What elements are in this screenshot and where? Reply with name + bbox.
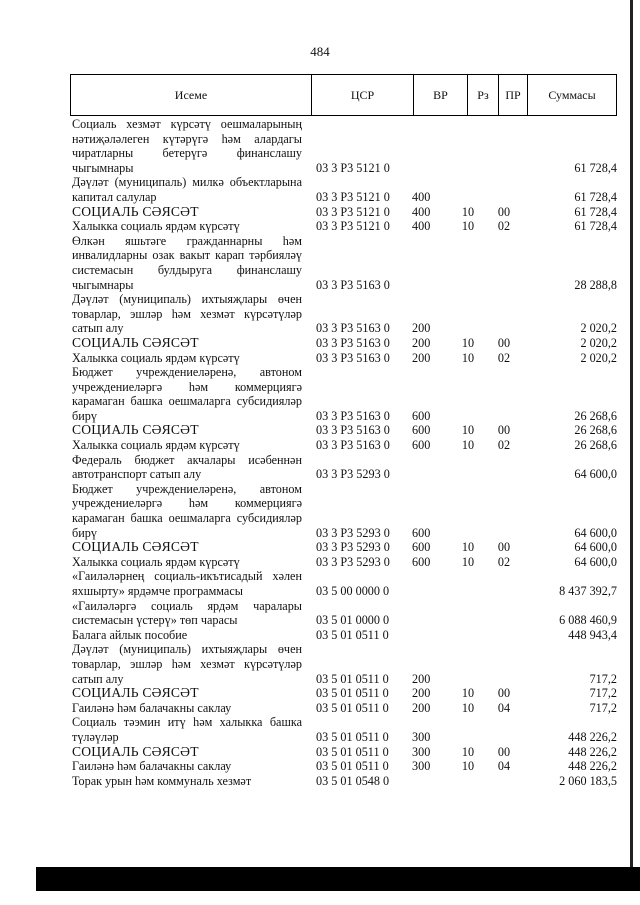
- header-vr: ВР: [414, 75, 468, 115]
- cell-sum: 64 600,0: [574, 554, 617, 569]
- cell-vr: 300: [412, 759, 431, 774]
- cell-sum: 64 600,0: [574, 540, 617, 555]
- cell-name: Гаиләнә һәм балачакны саклау: [72, 700, 232, 715]
- cell-sum: 61 728,4: [574, 219, 617, 234]
- table-row: [72, 351, 617, 366]
- cell-pr: 02: [497, 554, 511, 569]
- cell-csr: 03 5 01 0511 0: [316, 729, 389, 744]
- cell-sum: 2 020,2: [580, 350, 617, 365]
- cell-vr: 200: [412, 321, 431, 336]
- cell-vr: 200: [412, 686, 431, 701]
- cell-rz: 10: [461, 204, 475, 219]
- cell-sum: 64 600,0: [574, 467, 617, 482]
- cell-rz: 10: [461, 350, 475, 365]
- header-rz: Рз: [468, 75, 499, 115]
- cell-rz: 10: [461, 219, 475, 234]
- cell-sum: 61 728,4: [574, 189, 617, 204]
- cell-name: Өлкән яшьтәге гражданнарны һәм инвалидларны озак вакыт карап тәрбияләү системасын булдыруга финанслашу чыгымнары: [72, 233, 302, 292]
- header-sum: Суммасы: [548, 88, 596, 102]
- table-row: [72, 642, 617, 686]
- cell-csr: 03 5 01 0511 0: [316, 686, 389, 701]
- cell-csr: 03 3 Р3 5293 0: [316, 540, 390, 555]
- cell-name: Халыкка социаль ярдәм күрсәтү: [72, 219, 240, 234]
- cell-sum: 717,2: [589, 686, 617, 701]
- table-row: [72, 759, 617, 774]
- cell-csr: 03 3 Р3 5293 0: [316, 554, 390, 569]
- table-row: [72, 774, 617, 789]
- cell-csr: 03 5 01 0511 0: [316, 627, 389, 642]
- table-row: [72, 292, 617, 336]
- budget-table-body: [72, 117, 617, 788]
- cell-name: Бюджет учреждениеләренә, автоном учреждениеләргә һәм коммерциягә карамаган башка оешмаларга субсидияләр бирү: [72, 481, 302, 540]
- cell-vr: 300: [412, 729, 431, 744]
- cell-pr: 02: [497, 219, 511, 234]
- cell-name: СОЦИАЛЬ СӘЯСӘТ: [72, 203, 199, 219]
- cell-rz: 10: [461, 540, 475, 555]
- cell-name: Дәүләт (муниципаль) милкә объектларына капитал салулар: [72, 175, 302, 204]
- cell-sum: 26 268,6: [574, 423, 617, 438]
- scan-edge-rule: [630, 0, 633, 868]
- cell-csr: 03 3 Р3 5121 0: [316, 189, 390, 204]
- cell-rz: 10: [461, 700, 475, 715]
- cell-vr: 200: [412, 335, 431, 350]
- cell-vr: 200: [412, 700, 431, 715]
- cell-rz: 10: [461, 335, 475, 350]
- cell-rz: 10: [461, 423, 475, 438]
- header-name: Исеме: [71, 75, 312, 115]
- cell-name: «Гаиләләргә социаль ярдәм чаралары системасын үстерү» төп чарасы: [72, 598, 302, 628]
- cell-pr: 02: [497, 350, 511, 365]
- cell-vr: 400: [412, 204, 431, 219]
- cell-sum: 28 288,8: [574, 277, 617, 292]
- cell-csr: 03 3 Р3 5293 0: [316, 525, 390, 540]
- cell-pr: 00: [497, 204, 511, 219]
- cell-sum: 8 437 392,7: [559, 584, 617, 598]
- cell-sum: 2 060 183,5: [559, 773, 617, 788]
- cell-sum: 448 226,2: [568, 729, 617, 744]
- cell-sum: 717,2: [589, 671, 617, 686]
- cell-rz: 10: [461, 686, 475, 701]
- cell-sum: 448 226,2: [568, 744, 617, 759]
- table-row: [72, 555, 617, 570]
- table-row: [72, 482, 617, 540]
- table-row: [72, 715, 617, 744]
- table-header: [70, 74, 617, 116]
- page-number: 484: [310, 44, 330, 59]
- cell-name: Дәүләт (муниципаль) ихтыяҗлары өчен товарлар, эшләр һәм хезмәт күрсәтүләр сатып алу: [72, 642, 302, 686]
- table-row: [72, 175, 617, 204]
- cell-csr: 03 3 Р3 5163 0: [316, 335, 390, 350]
- cell-sum: 2 020,2: [580, 335, 617, 350]
- cell-sum: 26 268,6: [574, 438, 617, 453]
- cell-csr: 03 3 Р3 5163 0: [316, 321, 390, 336]
- cell-sum: 448 943,4: [568, 627, 617, 642]
- cell-csr: 03 3 Р3 5121 0: [316, 204, 390, 219]
- cell-pr: 04: [497, 759, 511, 774]
- table-row: [72, 219, 617, 234]
- cell-sum: 61 728,4: [574, 204, 617, 219]
- cell-name: СОЦИАЛЬ СӘЯСӘТ: [72, 422, 199, 438]
- cell-name: Балага айлык пособие: [72, 627, 188, 642]
- cell-pr: 00: [497, 686, 511, 701]
- cell-csr: 03 5 01 0548 0: [316, 773, 390, 788]
- cell-csr: 03 3 Р3 5163 0: [316, 423, 390, 438]
- cell-name: «Гаиләләрнең социаль-икътисадый хәлен яхшырту» ярдәмче программасы: [72, 569, 302, 598]
- cell-pr: 02: [497, 438, 511, 453]
- cell-name: Халыкка социаль ярдәм күрсәтү: [72, 554, 240, 569]
- table-row: [72, 423, 617, 438]
- table-row: [72, 336, 617, 351]
- table-row: [72, 745, 617, 760]
- cell-pr: 04: [497, 700, 511, 715]
- cell-vr: 600: [412, 438, 431, 453]
- cell-csr: 03 3 Р3 5163 0: [316, 277, 390, 292]
- table-row: [72, 569, 617, 598]
- cell-vr: 600: [412, 408, 431, 423]
- cell-vr: 600: [412, 540, 431, 555]
- table-row: [72, 686, 617, 701]
- cell-name: Халыкка социаль ярдәм күрсәтү: [72, 438, 240, 453]
- cell-name: Бюджет учреждениеләренә, автоном учреждениеләргә һәм коммерциягә карамаган башка оешмаларга субсидияләр бирү: [72, 365, 302, 423]
- cell-rz: 10: [461, 438, 475, 453]
- cell-name: Социаль хезмәт күрсәтү оешмаларының нәтиҗәләлеген күтәрүгә һәм алардагы чиратларны бетерүгә финанслашу чыгымнары: [72, 117, 302, 175]
- cell-sum: 717,2: [589, 700, 617, 715]
- cell-csr: 03 5 01 0000 0: [316, 613, 390, 628]
- cell-sum: 448 226,2: [568, 759, 617, 774]
- cell-vr: 400: [412, 189, 431, 204]
- cell-name: Дәүләт (муниципаль) ихтыяҗлары өчен товарлар, эшләр һәм хезмәт күрсәтүләр сатып алу: [72, 292, 302, 336]
- table-row: [72, 701, 617, 716]
- cell-csr: 03 5 01 0511 0: [316, 671, 389, 686]
- cell-csr: 03 5 00 0000 0: [316, 584, 390, 598]
- header-csr: ЦСР: [312, 75, 414, 115]
- table-row: [72, 599, 617, 628]
- cell-rz: 10: [461, 744, 475, 759]
- table-row: [72, 628, 617, 643]
- cell-name: Гаиләнә һәм балачакны саклау: [72, 759, 232, 774]
- cell-vr: 400: [412, 219, 431, 234]
- cell-name: Торак урын һәм коммуналь хезмәт: [72, 773, 252, 788]
- table-row: [72, 453, 617, 482]
- cell-sum: 26 268,6: [574, 408, 617, 423]
- cell-name: СОЦИАЛЬ СӘЯСӘТ: [72, 743, 199, 759]
- cell-csr: 03 3 Р3 5163 0: [316, 408, 390, 423]
- cell-pr: 00: [497, 744, 511, 759]
- table-row: [72, 205, 617, 220]
- cell-name: Халыкка социаль ярдәм күрсәтү: [72, 350, 240, 365]
- cell-name: СОЦИАЛЬ СӘЯСӘТ: [72, 539, 199, 555]
- cell-vr: 600: [412, 423, 431, 438]
- cell-pr: 00: [497, 335, 511, 350]
- cell-sum: 61 728,4: [574, 160, 617, 175]
- scan-bottom-bar: [36, 867, 640, 891]
- cell-csr: 03 5 01 0511 0: [316, 700, 389, 715]
- cell-csr: 03 3 Р3 5121 0: [316, 160, 390, 175]
- cell-vr: 300: [412, 744, 431, 759]
- cell-name: СОЦИАЛЬ СӘЯСӘТ: [72, 685, 199, 701]
- cell-vr: 600: [412, 525, 431, 540]
- cell-vr: 600: [412, 554, 431, 569]
- table-row: [72, 117, 617, 175]
- cell-name: Федераль бюджет акчалары исәбеннән автотранспорт сатып алу: [72, 452, 302, 482]
- cell-sum: 2 020,2: [580, 321, 617, 336]
- cell-rz: 10: [461, 759, 475, 774]
- cell-csr: 03 3 Р3 5163 0: [316, 350, 390, 365]
- table-row: [72, 234, 617, 292]
- cell-csr: 03 3 Р3 5163 0: [316, 438, 390, 453]
- cell-name: Социаль тәэмин итү һәм халыкка башка түләүләр: [72, 715, 302, 744]
- cell-pr: 00: [497, 540, 511, 555]
- table-row: [72, 540, 617, 555]
- cell-rz: 10: [461, 554, 475, 569]
- table-row: [72, 438, 617, 453]
- cell-vr: 200: [412, 671, 431, 686]
- cell-csr: 03 3 Р3 5293 0: [316, 467, 390, 482]
- cell-sum: 6 088 460,9: [559, 613, 617, 628]
- cell-name: СОЦИАЛЬ СӘЯСӘТ: [72, 334, 199, 350]
- header-pr: ПР: [499, 75, 528, 115]
- cell-pr: 00: [497, 423, 511, 438]
- cell-vr: 200: [412, 350, 431, 365]
- cell-sum: 64 600,0: [574, 525, 617, 540]
- cell-csr: 03 3 Р3 5121 0: [316, 219, 390, 234]
- cell-csr: 03 5 01 0511 0: [316, 759, 389, 774]
- table-row: [72, 365, 617, 423]
- cell-csr: 03 5 01 0511 0: [316, 744, 389, 759]
